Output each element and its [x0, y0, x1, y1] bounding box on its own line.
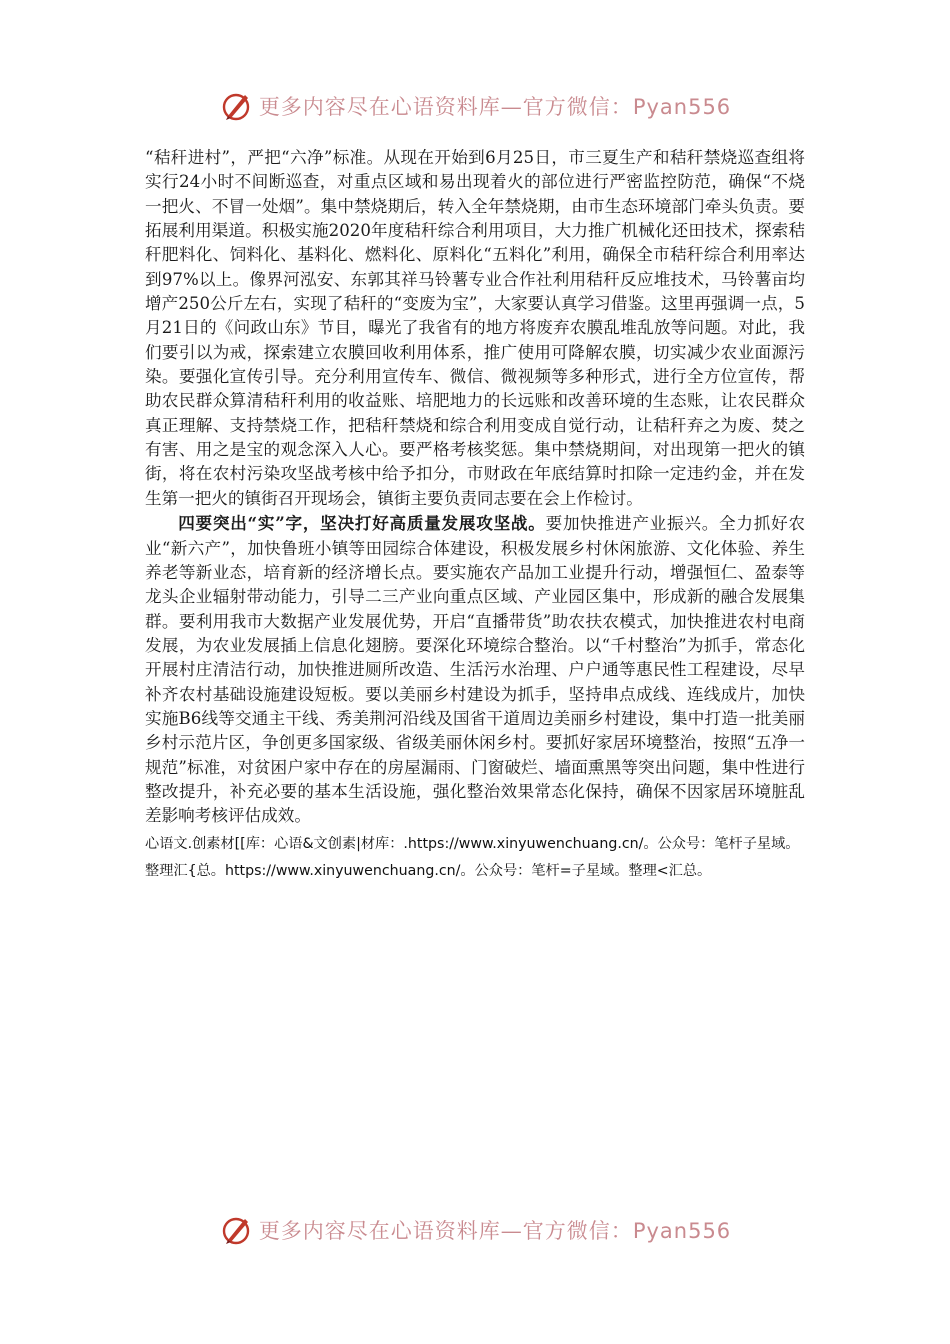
banner-text: 更多内容尽在心语资料库—官方微信：Pyan556: [258, 95, 732, 119]
paragraph-text: 要加快推进产业振兴。全力抓好农业“新六产”，加快鲁班小镇等田园综合体建设，积极发展乡村休闲旅游、文化体验、养生养老等新业态，培育新的经济增长点。要实施农产品加工业提升行动，增强恒仁、盈泰等龙头企业辐射带动能力，引导二三产业向重点区域、产业园区集中，形成新的融合发展集群。要利用我市大数据产业发展优势，开启“直播带货”助农扶农模式，加快推进农村电商发展，为农业发展插上信息化翅膀。要深化环境综合整治。以“千村整治”为抓手，常态化开展村庄清洁行动，加快推进厕所改造、生活污水治理、户户通等惠民性工程建设，尽早补齐农村基础设施建设短板。要以美丽乡村建设为抓手，坚持串点成线、连线成片，加快实施B6线等交通主干线、秀美荆河沿线及国省干道周边美丽乡村建设，集中打造一批美丽乡村示范片区，争创更多国家级、省级美丽休闲乡村。要抓好家居环境整治，按照“五净一规范”标准，对贫困户家中存在的房屋漏雨、门窗破烂、墙面熏黑等突出问题，集中性进行整改提升，补充必要的基本生活设施，强化整治效果常态化保持，确保不因家居环境脏乱差影响考核评估成效。: [145, 514, 806, 826]
header-banner: [0, 84, 950, 128]
source-note: 心语文.创素材[[库：心语&文创素|材库：.https://www.xinyuwenchuang.cn/。公众号：笔杆子星域。整理汇{总。https://www.xinyuwenchuang.cn/。公众号：笔杆=子星域。整理<汇总。: [145, 835, 800, 879]
footer-banner: [0, 1208, 950, 1252]
pen-circle-logo-icon: [219, 89, 253, 123]
paragraph-high-quality-development: [145, 511, 805, 828]
pen-circle-logo-icon: [219, 1213, 253, 1247]
banner-text: 更多内容尽在心语资料库—官方微信：Pyan556: [258, 1219, 732, 1243]
paragraph-straw-burning: “秸秆进村”，严把“六净”标准。从现在开始到6月25日，市三夏生产和秸秆禁烧巡查组将实行24小时不间断巡查，对重点区域和易出现着火的部位进行严密监控防范，确保“不烧一把火、不冒一处烟”。集中禁烧期后，转入全年禁烧期，由市生态环境部门牵头负责。要拓展利用渠道。积极实施2020年度秸秆综合利用项目，大力推广机械化还田技术，探索秸秆肥料化、饲料化、基料化、燃料化、原料化“五料化”利用，确保全市秸秆综合利用率达到97%以上。像界河泓安、东郭其祥马铃薯专业合作社利用秸秆反应堆技术，马铃薯亩均增产250公斤左右，实现了秸秆的“变废为宝”，大家要认真学习借鉴。这里再强调一点，5月21日的《问政山东》节目，曝光了我省有的地方将废弃农膜乱堆乱放等问题。对此，我们要引以为戒，探索建立农膜回收利用体系，推广使用可降解农膜，切实减少农业面源污染。要强化宣传引导。充分利用宣传车、微信、微视频等多种形式，进行全方位宣传，帮助农民群众算清秸秆利用的收益账、培肥地力的长远账和改善环境的生态账，让农民群众真正理解、支持禁烧工作，把秸秆禁烧和综合利用变成自觉行动，让秸秆弃之为废、焚之有害、用之是宝的观念深入人心。要严格考核奖惩。集中禁烧期间，对出现第一把火的镇街，将在农村污染攻坚战考核中给予扣分，市财政在年底结算时扣除一定违约金，并在发生第一把火的镇街召开现场会，镇街主要负责同志要在会上作检讨。: [145, 148, 805, 508]
section-heading-bold: 四要突出“实”字，坚决打好高质量发展攻坚战。: [178, 513, 546, 534]
document-body: [145, 146, 805, 885]
